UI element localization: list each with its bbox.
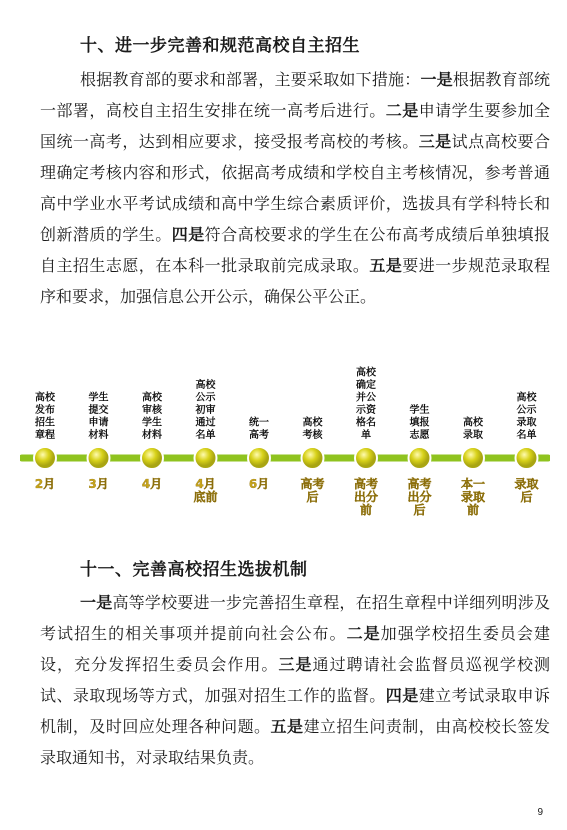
bold-lead: 二是 [385, 101, 419, 120]
text-run: 高等学校要进一步完善招生章程，在招生章程中详细列明涉及考试招生的相关事项并提前向社会公布。 [40, 593, 550, 643]
timeline-step-date: 6月 [248, 477, 270, 491]
bold-lead: 三是 [418, 132, 452, 151]
timeline-step-date: 4月 [141, 477, 163, 491]
timeline-step-date: 4月底前 [193, 477, 218, 504]
timeline-step-label: 高校发布招生章程 [35, 392, 55, 441]
bold-lead: 三是 [278, 655, 313, 674]
timeline-step-label: 高校考核 [302, 417, 323, 441]
timeline-node [462, 447, 484, 469]
timeline-step-date: 录取后 [514, 477, 539, 504]
text-run: 申请学生要参加全国统一高考，达到相应要求，接受报考高校的考核。 [40, 101, 550, 151]
timeline-node [195, 447, 217, 469]
timeline-step-label: 高校确定并公示资格名单 [356, 367, 376, 441]
text-run: 符合高校要求的学生在公布高考成绩后单独填报自主招生志愿，在本科一批录取前完成录取。 [40, 225, 550, 275]
page-number: 9 [537, 807, 543, 818]
timeline-step-date: 高考出分前 [353, 477, 379, 517]
timeline-node [248, 447, 270, 469]
admission-timeline [20, 345, 550, 530]
timeline-node [355, 447, 377, 469]
timeline-step-label: 学生填报志愿 [409, 405, 430, 441]
section-10-title: 十、进一步完善和规范高校自主招生 [80, 36, 360, 56]
timeline-step-label: 高校录取 [463, 417, 483, 441]
timeline-step-date: 2月 [34, 477, 56, 491]
timeline-node [34, 447, 56, 469]
text-run: 通过聘请社会监督员巡视学校测试、录取现场等方式，加强对招生工作的监督。 [40, 655, 550, 705]
timeline-node [409, 447, 431, 469]
section-11-title: 十一、完善高校招生选拔机制 [80, 560, 308, 580]
timeline-step-date: 高考出分后 [407, 477, 432, 517]
timeline-step-date: 高考后 [300, 477, 325, 504]
text-run: 试点高校要合理确定考核内容和形式，依据高考成绩和学校自主考核情况，参考普通高中学业水平考试成绩和高中学生综合素质评价，选拔具有学科特长和创新潜质的学生。 [40, 132, 550, 244]
text-run: 根据教育部的要求和部署，主要采取如下措施： [80, 70, 421, 89]
bold-lead: 一是 [420, 70, 453, 89]
bold-lead: 一是 [80, 593, 113, 612]
timeline-step-label: 高校审核学生材料 [142, 392, 162, 441]
text-run: 要进一步规范录取程序和要求，加强信息公开公示，确保公平公正。 [40, 256, 550, 306]
timeline-step-label: 高校公示录取名单 [516, 392, 537, 441]
text-run: 根据教育部统一部署，高校自主招生安排在统一高考后进行。 [40, 70, 550, 120]
section-11-paragraph [40, 587, 550, 773]
timeline-node [88, 447, 110, 469]
timeline-step-date: 本一录取前 [460, 477, 486, 517]
bold-lead: 五是 [270, 717, 304, 736]
timeline-step-date: 3月 [88, 477, 109, 491]
bold-lead: 四是 [171, 225, 205, 244]
bold-lead: 四是 [385, 686, 419, 705]
timeline-step-label: 高校公示初审通过名单 [195, 380, 216, 441]
text-run: 建立招生问责制，由高校校长签发录取通知书，对录取结果负责。 [40, 717, 550, 767]
timeline-node [516, 447, 538, 469]
bold-lead: 五是 [369, 256, 403, 275]
timeline-node [141, 447, 163, 469]
text-run: 加强学校招生委员会建设，充分发挥招生委员会作用。 [40, 624, 550, 674]
text-run: 建立考试录取申诉机制，及时回应处理各种问题。 [40, 686, 550, 736]
timeline-node [302, 447, 324, 469]
timeline-step-label: 学生提交申请材料 [88, 392, 109, 441]
bold-lead: 二是 [346, 624, 381, 643]
timeline-step-label: 统一高考 [249, 417, 269, 441]
section-10-paragraph [40, 64, 550, 312]
